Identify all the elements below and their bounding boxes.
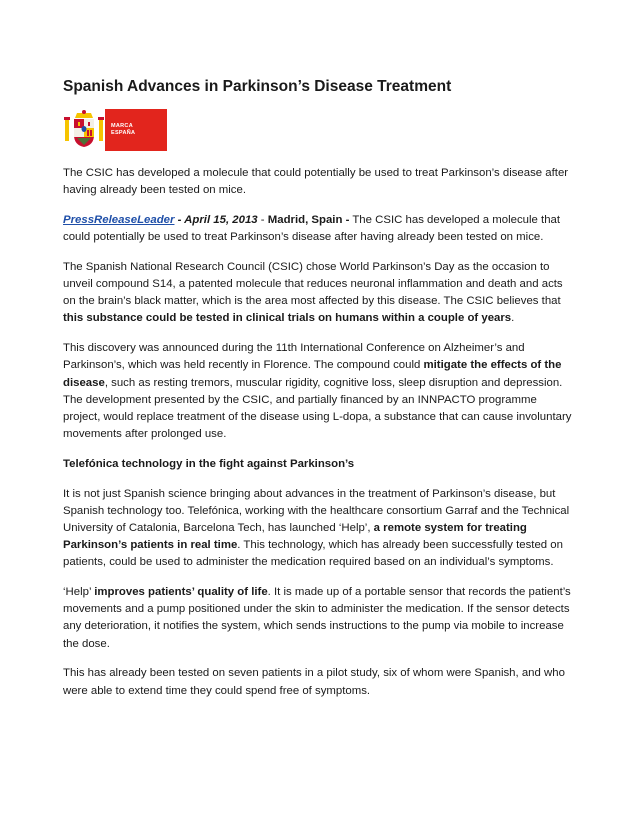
paragraph-text: . This technology, which has already been successfully tested on patients, could be used to administer the medication required based on an individual’s symptoms. xyxy=(63,539,563,569)
article-body xyxy=(63,165,573,712)
page-title: Spanish Advances in Parkinson’s Disease Treatment xyxy=(63,78,452,95)
paragraph-text: The Spanish National Research Council (CSIC) chose World Parkinson’s Day as the occasion to unveil compound S14, a patented molecule that reduces neuronal inflammation and death and acts on the brain’s black matter, which is the area most affected by this disease. The CSIC believes that xyxy=(63,260,563,308)
emphasis-text: mitigate the effects of the disease xyxy=(63,359,562,389)
emphasis-text: a remote system for treating Parkinson’s patients in real time xyxy=(63,521,527,552)
paragraph-help xyxy=(63,584,573,653)
paragraph-telefonica xyxy=(63,486,573,572)
paragraph-pilot: This has already been tested on seven patients in a pilot study, six of whom were Spanish, and who were able to extend time they could spend free of symptoms. xyxy=(63,667,565,697)
paragraph-text: ‘Help’ xyxy=(63,586,95,599)
subheading xyxy=(63,456,573,473)
release-date: - April 15, 2013 xyxy=(174,213,258,226)
dateline-text: The CSIC has developed a molecule that could potentially be used to treat Parkinson’s disease after having already been tested on mice. xyxy=(63,213,561,244)
release-location: Madrid, Spain - xyxy=(267,213,350,226)
spain-coat-of-arms-icon xyxy=(63,109,105,151)
subheading-text: Telefónica technology in the fight against Parkinson’s xyxy=(63,457,355,470)
press-release-leader-link[interactable]: PressReleaseLeader xyxy=(63,213,175,226)
paragraph-text: It is not just Spanish science bringing about advances in the treatment of Parkinson’s disease, but Spanish technology too. Telefónica, working with the healthcare consortium Garraf and the Technical University of Catalonia, Barcelona Tech, has launched ‘Help’, xyxy=(63,487,570,534)
paragraph-discovery xyxy=(63,340,573,443)
logo-line-1: MARCA xyxy=(111,123,133,129)
emphasis-text: improves patients’ quality of life xyxy=(94,586,268,599)
logo-line-2: ESPAÑA xyxy=(111,130,136,136)
paragraph-csic xyxy=(63,259,573,328)
emphasis-text: this substance could be tested in clinical trials on humans within a couple of years xyxy=(63,312,512,325)
paragraph-text: This discovery was announced during the 11th International Conference on Alzheimer’s and Parkinson’s, which was held recently in Florence. The compound could xyxy=(63,342,525,372)
paragraph-text: , such as resting tremors, muscular rigidity, cognitive loss, sleep disruption and depression. The development presented by the CSIC, and partially financed by an INNPACTO programme project, would replace treatment of the disease using L-dopa, a substance that can cause involuntary movements after prolonged use. xyxy=(63,376,572,441)
marca-espana-logo xyxy=(63,109,168,151)
paragraph-text: . It is made up of a portable sensor that records the patient’s movements and a pump positioned under the skin to administer the medication. If the sensor detects any deterioration, it notifies the system, which sends instructions to the pump via mobile to increase the dose. xyxy=(63,586,571,650)
paragraph-dateline xyxy=(63,212,573,246)
dateline-separator: - xyxy=(257,213,268,226)
marca-espana-badge xyxy=(105,109,167,151)
paragraph-text: . xyxy=(511,312,515,325)
paragraph-intro: The CSIC has developed a molecule that could potentially be used to treat Parkinson’s disease after having already been tested on mice. xyxy=(63,167,569,197)
